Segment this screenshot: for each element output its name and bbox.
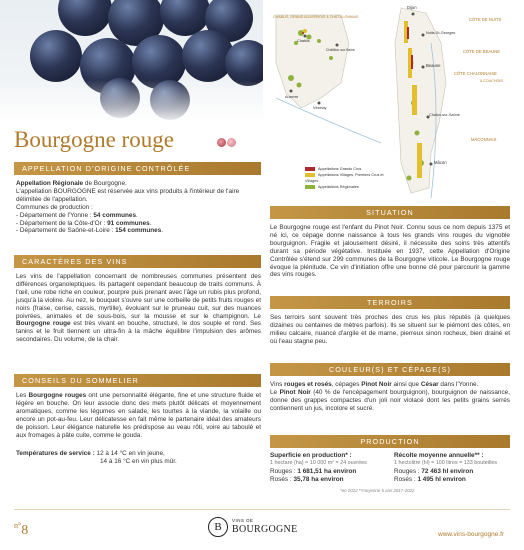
logo-big-text: BOURGOGNE xyxy=(232,524,298,535)
footer-divider xyxy=(14,509,510,510)
caracteres-heading: CARACTÈRES DES VINS xyxy=(14,255,261,268)
wine-glasses-icon xyxy=(217,137,247,149)
sommelier-heading: CONSEILS DU SOMMELIER xyxy=(14,374,261,387)
cepages-text: Vins rouges et rosés, cépages Pinot Noir ainsi que César dans l'Yonne. Le Pinot Noir (40 % de l'encépagement bourguignon), bourguignon de naissance, donne des grappes compactes d'un joli noir violacé dont les petits grains serrés contiennent un jus, incolore et sucré. xyxy=(270,381,510,412)
sommelier-text: Les Bourgogne rouges ont une personnalité élégante, fine et une structure fluide et légère en bouche. On leur associe donc des mets plutôt délicats et moyennement aromatiques, comme les légumes en salade, les tourtes à la viande, la volaille ou encore un pot-au-feu. Leur délicatesse en fait même le partenaire idéal des amateurs de poisson. Leur élégance naturelle les prédispose au veau rôti, voire au taboulé et aux fromages à pâte cuite, comme le gouda. xyxy=(16,392,261,439)
production-right: Récolte moyenne annuelle** : 1 hectolitre (hl) = 100 litres = 133 bouteilles Rouges : 72 463 hl environ Rosés : 1 495 hl environ xyxy=(394,452,498,483)
map-region-beaune: CÔTE DE BEAUNE xyxy=(463,49,500,54)
legend-swatch-grand-crus xyxy=(305,167,315,171)
caracteres-text: Les vins de l'appellation concernant de nombreuses communes présentent des différences organoleptiques. Ils partagent cependant beaucoup de traits communs. À l'œil, une robe riche en couleur, pourpre puis prenant avec l'âge un rubis plus profond, jusqu'à la violine. Au nez, le bouquet s'ouvre sur une corbeille de petits fruits rouges et noirs (fraise, cerise, cassis, myrtille), évoluant sur le pruneau cuit, sur des nuances poivrées, animales et de sous-bois, sur la mousse et sur le champignon. Le Bourgogne rouge est très vivant en bouche, structuré, le dos souple et rond. Ses tanins et le fruit tiennent un ultra-fin à la mâche équilibre l'impulsion des arômes secondaires. Du volume, de la chair. xyxy=(16,273,262,344)
production-heading: PRODUCTION xyxy=(270,435,510,448)
map-region-chalonnaise: CÔTE CHALONNAISE xyxy=(454,71,497,76)
logo-small-text: VINS DE xyxy=(232,518,254,523)
map-city-chablis: Chablis xyxy=(297,39,310,43)
vins-bourgogne-logo[interactable] xyxy=(208,515,318,543)
map-city-macon: Mâcon xyxy=(434,160,447,165)
legend-swatch-regionales xyxy=(305,185,315,189)
cepages-heading: COULEUR(S) ET CÉPAGE(S) xyxy=(270,363,510,376)
vineyard-map xyxy=(271,3,521,203)
logo-b-icon: B xyxy=(208,517,228,537)
terroirs-heading: TERROIRS xyxy=(270,296,510,309)
grapes-photo xyxy=(0,0,263,120)
map-city-chalon: Chalon-sur-Saône xyxy=(429,113,460,117)
page-number: $^{n^\circ}$8 xyxy=(14,521,29,538)
map-city-auxerre: Auxerre xyxy=(285,95,299,99)
situation-text: Le Bourgogne rouge est l'enfant du Pinot Noir. Connu sous ce nom depuis 1375 et né ici, ce cépage donne naissance à tous les grands vins rouges du vignoble bourguignon. Fragile et jalousement désiré, il nécessite des soins très attentifs durant sa période végétative. Instituée en 1937, cette Appellation d'Origine Contrôlée s'étend sur 299 communes de la Bourgogne viticole. Le Bourgogne rouge évoque la plénitude. Ce vin d'initiation offre une bonne clé pour parcourir la gamme des vins rouges. xyxy=(270,224,510,279)
map-city-chatillon: Châtillon-sur-Seine xyxy=(326,48,355,52)
map-city-nuits: Nuits-St-Georges xyxy=(426,31,456,35)
map-region-maconnais: MÂCONNAIS xyxy=(471,137,497,142)
map-region-chablis: CHABLIS, GRAND AUXERROIS & CHÂTILLONNAIS xyxy=(273,15,359,19)
appellation-heading: APPELLATION D'ORIGINE CONTRÔLÉE xyxy=(14,162,261,175)
map-city-dijon: Dijon xyxy=(407,5,417,10)
legend-swatch-villages xyxy=(305,173,315,177)
map-region-nuits: CÔTE DE NUITS xyxy=(469,17,502,22)
production-left: Superficie en production* : 1 hectare (ha) = 10 000 m² = 24 ouvrées Rouges : 1 681,51 ha environ Rosés : 35,78 ha environ xyxy=(270,452,367,483)
production-footnote: *en 2022 **moyenne 5 ans 2017-2022 xyxy=(340,488,415,493)
website-link[interactable]: www.vins-bourgogne.fr xyxy=(438,531,505,538)
appellation-text: Appellation Régionale de Bourgogne. L'appellation BOURGOGNE est réservée aux vins produits à l'intérieur de l'aire délimitée de l'appellation. Communes de production : - Département de l'Yonne : 54 communes. - Département de la Côte-d'Or : 91 communes. - Département de Saône-et-Loire : 154 communes. xyxy=(16,180,240,235)
temperatures: Températures de service : 12 à 14 °C en vin jeune, 14 à 16 °C en vin plus mûr. xyxy=(16,450,177,465)
situation-heading: SITUATION xyxy=(270,206,510,219)
terroirs-text: Ses terroirs sont souvent très proches des crus les plus réputés (à quelques dizaines ou centaines de mètres parfois). Ils se situent sur le piémont des côtes, en milieu calcaire, nuancé d'argile et de marne, pierreux sinon rocheux, bien drainé et où l'eau stagne peu. xyxy=(270,314,510,345)
page-title: Bourgogne rouge xyxy=(14,127,174,152)
map-legend: Appellations Grands Crus Appellations Villages, Premiers Crus et Villages Appellations Régionales xyxy=(305,167,384,189)
map-region-couchois: & COUCHOIS xyxy=(480,79,503,83)
map-city-beaune: Beaune xyxy=(426,63,441,68)
map-city-vezelay: Vézelay xyxy=(313,106,327,110)
